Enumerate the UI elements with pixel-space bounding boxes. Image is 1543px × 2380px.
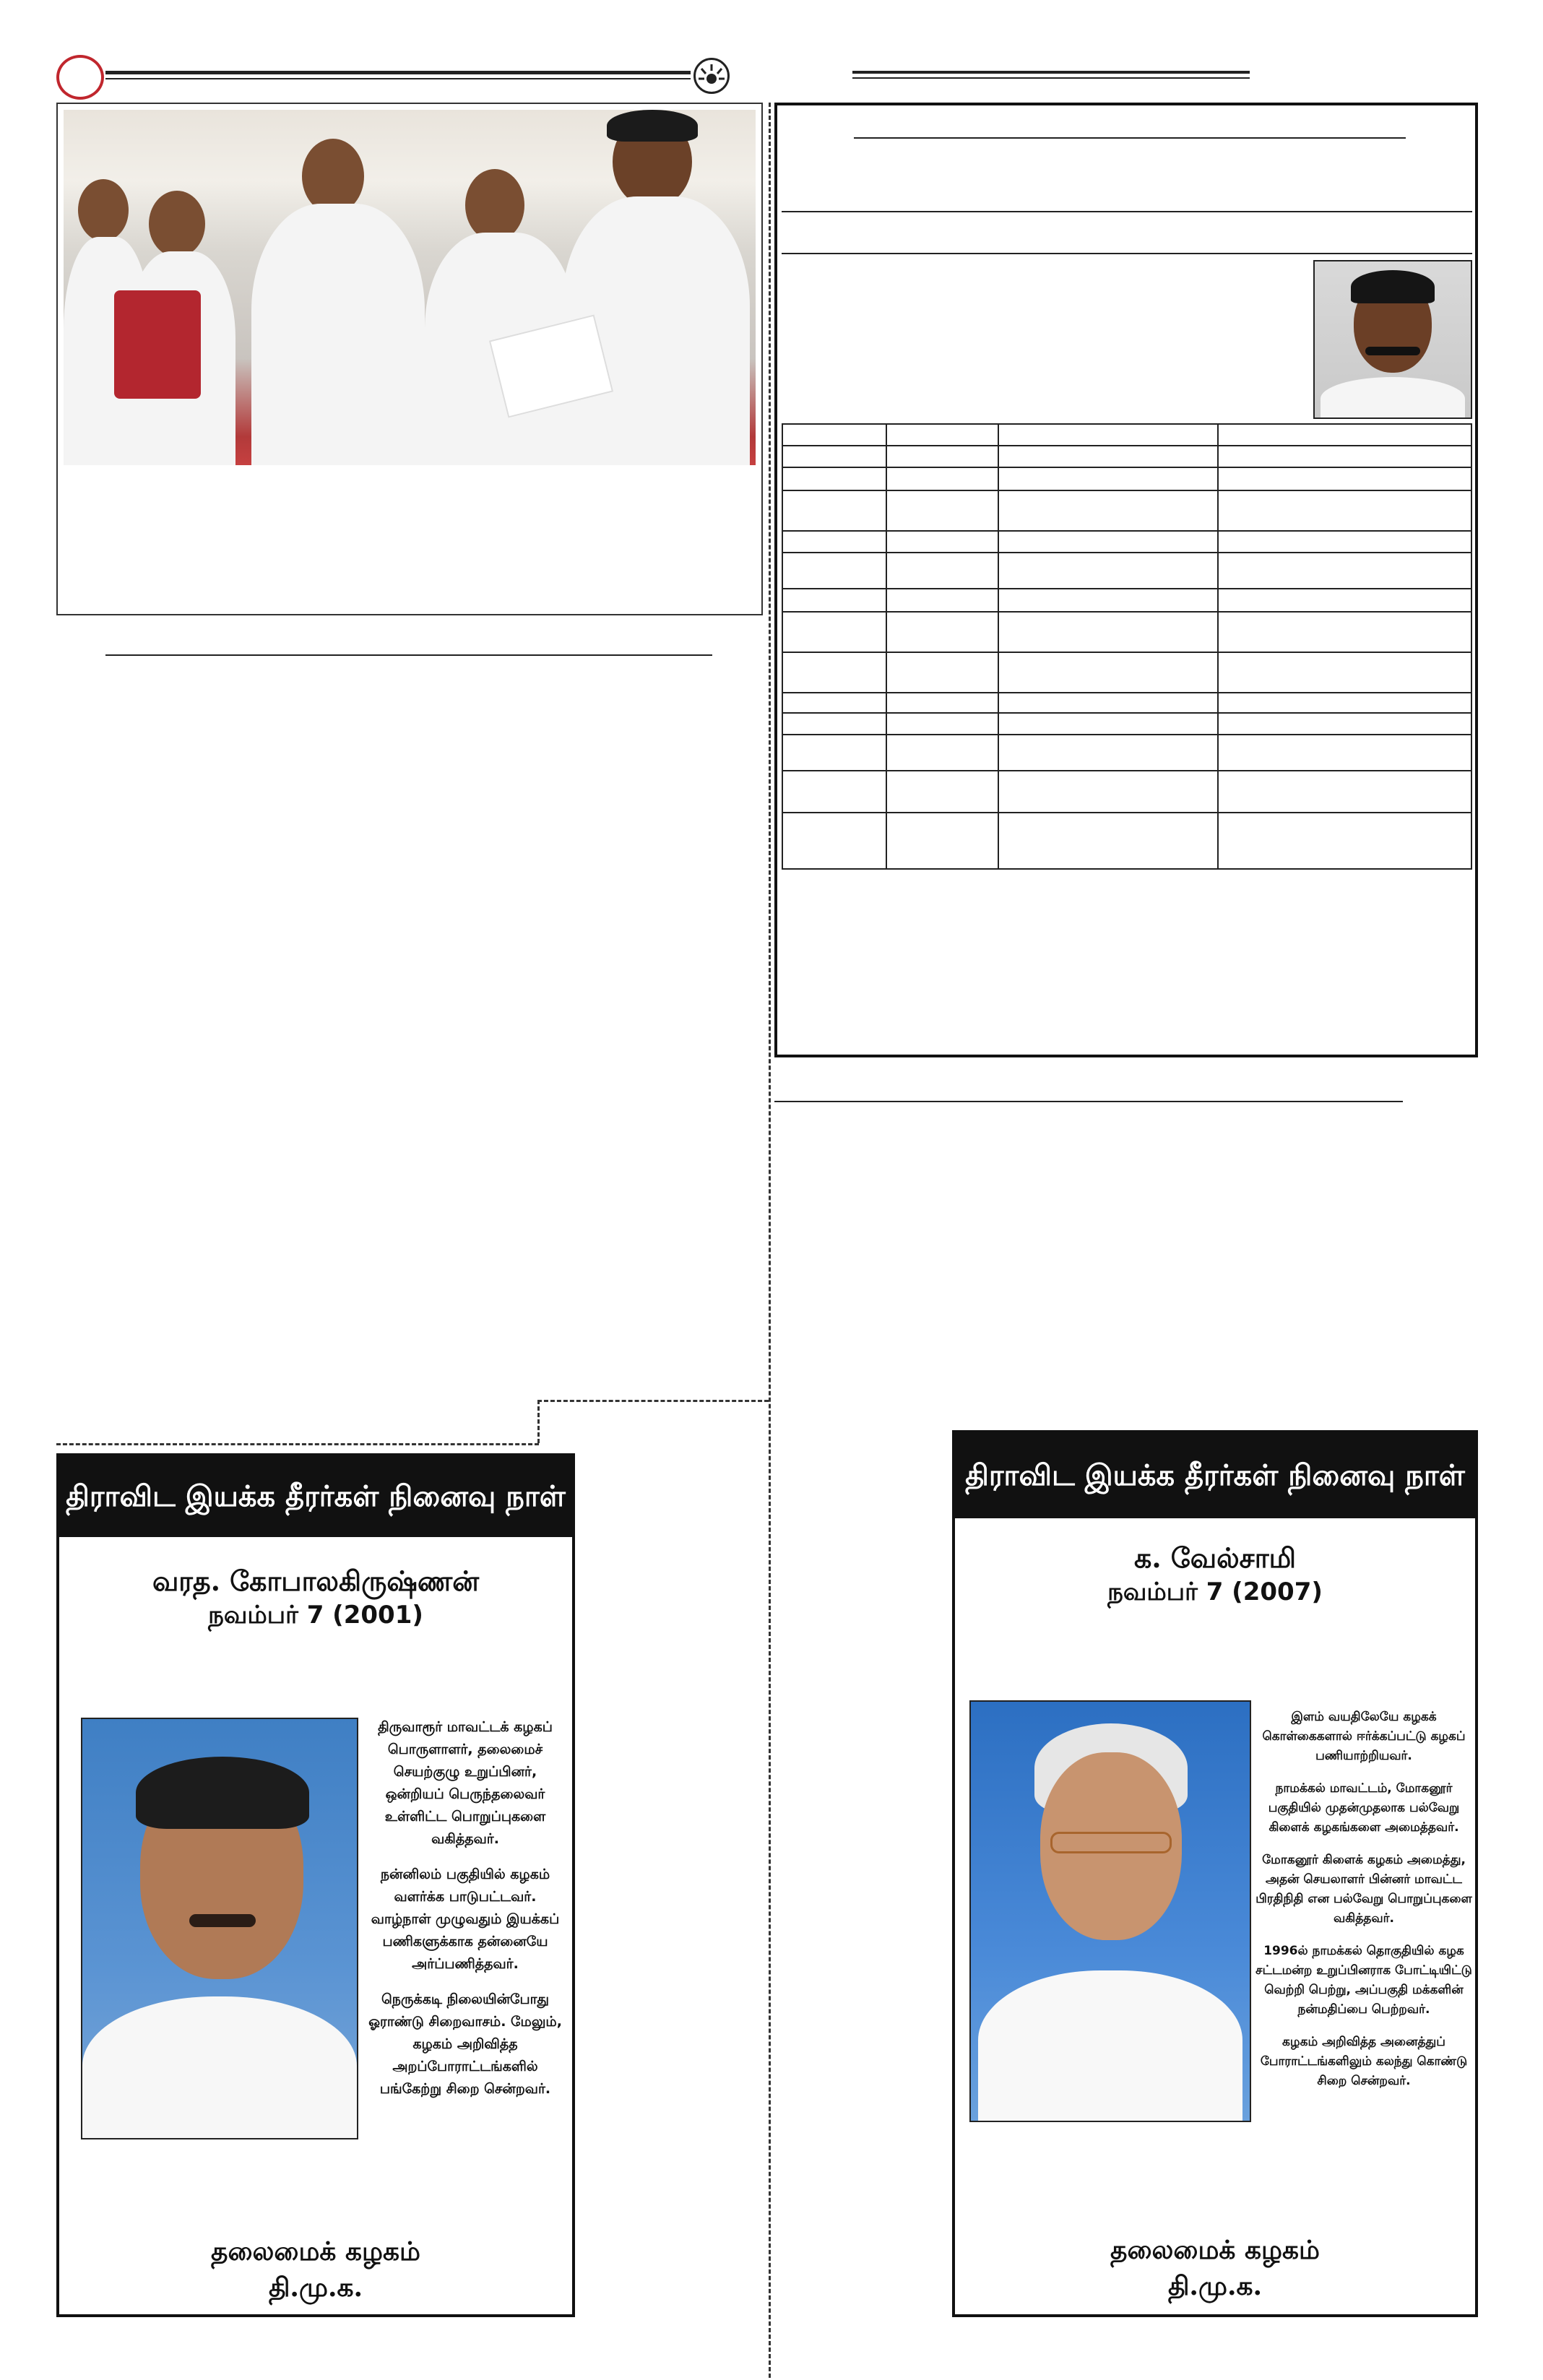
memorial-footer-org: தலைமைக் கழகம்: [211, 2236, 420, 2267]
table-box-title-rule: [854, 137, 1406, 139]
memorial-announcement-left: [56, 1453, 575, 2317]
memorial-footer-org: தலைமைக் கழகம்: [1110, 2235, 1320, 2265]
memorial-person-name: வரத. கோபாலகிருஷ்ணன்: [152, 1565, 480, 1597]
table-box-divider-1: [782, 211, 1472, 212]
memorial-bio-paragraph: மோகனூர் கிளைக் கழகம் அமைத்து, அதன் செயலாளர் பின்னர் மாவட்ட பிரதிநிதி என பல்வேறு பொறுப்புகளை வகித்தவர்.: [1255, 1853, 1472, 1926]
leader-portrait-photo: [1313, 260, 1472, 419]
left-article-headline-rule: [105, 654, 712, 656]
memorial-bio-paragraph: கழகம் அறிவித்த அனைத்துப் போராட்டங்களிலும் கலந்து கொண்டு சிறை சென்றவர்.: [1260, 2035, 1468, 2088]
left-section-divider-top: [537, 1400, 769, 1402]
info-table-box: [774, 103, 1478, 1057]
emblem-sun-icon: [696, 60, 727, 92]
table-box-divider-2: [782, 253, 1472, 254]
rising-sun-emblem-icon: [693, 58, 730, 94]
memorial-date: நவம்பர் 7 (2001): [208, 1601, 423, 1630]
info-grid-table: [782, 423, 1472, 870]
news-photo-box: [56, 103, 763, 615]
memorial-bio-paragraph: இளம் வயதிலேயே கழகக் கொள்கைகளால் ஈர்க்கப்பட்டு கழகப் பணியாற்றியவர்.: [1262, 1710, 1466, 1763]
memorial-bio-paragraph: நன்னிலம் பகுதியில் கழகம் வளர்க்க பாடுபட்டவர். வாழ்நாள் முழுவதும் இயக்கப் பணிகளுக்காக தன்னையே அர்ப்பணித்தவர்.: [371, 1866, 560, 1972]
memorial-bio-paragraph: 1996ல் நாமக்கல் தொகுதியில் கழக சட்டமன்ற உறுப்பினராக போட்டியிட்டு வெற்றி பெற்று, அப்பகுதி மக்களின் நன்மதிப்பை பெற்றவர்.: [1255, 1944, 1472, 2017]
memorial-bio: [1254, 1708, 1474, 2104]
circle-logo-icon: [56, 55, 104, 100]
masthead-rule-right: [852, 71, 1250, 74]
memorial-heading: திராவிட இயக்க தீரர்கள் நினைவு நாள்: [955, 1433, 1475, 1518]
memorial-heading: திராவிட இயக்க தீரர்கள் நினைவு நாள்: [59, 1456, 572, 1537]
left-section-divider-step: [537, 1400, 540, 1443]
group-news-photo: [64, 110, 756, 465]
masthead-rule-left: [105, 71, 691, 74]
memorial-footer-party: தி.மு.க.: [268, 2272, 363, 2303]
memorial-bio-paragraph: நாமக்கல் மாவட்டம், மோகனூர் பகுதியில் முதன்முதலாக பல்வேறு கிளைக் கழகங்களை அமைத்தவர்.: [1268, 1781, 1460, 1835]
memorial-person-name: க. வேல்சாமி: [1134, 1541, 1296, 1574]
memorial-bio-paragraph: நெருக்கடி நிலையின்போது ஓராண்டு சிறைவாசம். மேலும், கழகம் அறிவித்த அறப்போராட்டங்களில் பங்கேற்று சிறை சென்றவர்.: [368, 1991, 562, 2097]
memorial-portrait-photo: [81, 1718, 358, 2139]
masthead-rule-left-thin: [105, 78, 691, 79]
masthead-rule-right-thin: [852, 77, 1250, 79]
memorial-announcement-right: [952, 1430, 1478, 2317]
left-section-divider: [56, 1443, 539, 1445]
memorial-bio: [363, 1716, 568, 2113]
right-article-headline-rule: [774, 1101, 1403, 1102]
column-divider: [769, 103, 771, 2378]
memorial-footer-party: தி.மு.க.: [1167, 2271, 1263, 2301]
memorial-date: நவம்பர் 7 (2007): [1107, 1578, 1323, 1606]
memorial-portrait-photo: [969, 1700, 1251, 2122]
memorial-bio-paragraph: திருவாரூர் மாவட்டக் கழகப் பொருளாளர், தலைமைச் செயற்குழு உறுப்பினர், ஒன்றியப் பெருந்தலைவர் உள்ளிட்ட பொறுப்புகளை வகித்தவர்.: [378, 1719, 553, 1847]
